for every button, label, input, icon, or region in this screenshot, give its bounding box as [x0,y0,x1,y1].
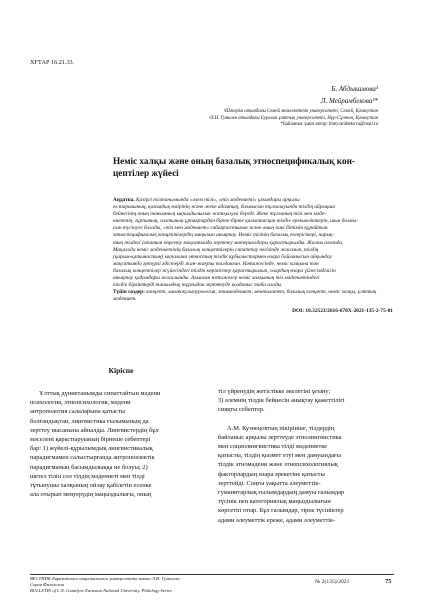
keywords: концепт, лингвокультурология, этномәдениет, менталитет, базалық концепт, неміс халқы, ұлттық [146,289,377,296]
author-name-1: Б. Абдыкамова¹ [331,85,378,93]
text-line: тілдік этномәдени және этнопсихологиялық [218,461,338,469]
text-line: 3) әлемнің тілдік бейнесін анықтау қажеттілігі [218,397,345,405]
text-line: болғандықтан, лингвистика ғылымының да [30,417,149,425]
text-line: Ұлттық дүниетанымды сипаттайтын мәдени [39,390,161,397]
affiliation-2: ²Л.Н. Гумилев атындағы Еуразия ұлттық университеті, Нұр-Сұлтан, Қазақстан [208,115,378,121]
text-line: факторлардың өзара әрекетіне қатысты [218,470,325,478]
text-line: парадигманың басымдылыққа ие болуы; 2) [30,463,148,471]
journal-line-2: Серия Филология [30,581,64,587]
abstract-line: тың тілдегі сипатын көрсету мақсатында зерттеу материалдары қарастырылды. Жалпы алғанда, [113,239,344,246]
text-line: парадигмамен салыстырғанда антропоөзектік [30,454,155,462]
text-line: психология, этнопсихология, мәдени [30,399,131,407]
text-line: ала отырып меңгерудің маңыздылығы, оның [30,491,152,499]
text-line: байланыс арқылы зерттеуде этнолингвистика [218,433,342,441]
text-line: мен социолингвистика тілді мәдениетке [218,443,328,451]
section-heading-introduction: Кіріспе [108,366,134,375]
issue-number: № 2(135)/2021 [315,579,350,585]
text-line: зерттейді. Соңғы уақытта әлеуметтік- [218,479,321,487]
abstract-line: Қазіргі тілтанымында «әлем тілі», «тіл мәдениеті» ұғымдары арқылы [136,197,300,203]
abstract-line: анықтау қадамдары жасалынды. Алынған нәтижелер неміс халқының тіл мәдениетіндегі [113,275,320,282]
article-title [113,155,393,179]
abstract-line: тілдік бірліктерді танымдық тұрғыдан зерттеуде қолданыс таба алады. [113,282,283,289]
affiliation-1: ¹Шәкәрім атындағы Семей мемлекеттік университеті, Семей, Қазақстан [223,109,378,115]
doi: DOI: 10.32523/2616-678X-2021-135-2-75-81 [292,308,393,314]
text-line: антропология салаларына қатысты [30,408,126,416]
abstract-line: сын түсінуге болады, «тіл мен мәдениет» сабақтастығын және оның ішкі бітімін құрайтын [113,225,328,232]
journal-line-1: ВЕСТНИК Евразийского национального университета имени Л.Н. Гумилева. [30,576,181,581]
title-line-2: цептілер жүйесі [113,168,179,178]
classification-code: ХҒТАР 16.21.33. [30,59,75,66]
text-line: бар: 1) жүйелі-құрылымдық лингвистикалық [30,445,153,453]
left-column [30,366,212,499]
text-line: тұтынушы халқының ойлау қабілетін есепке [30,482,152,490]
page-number: 75 [385,578,392,585]
abstract-line: (қарым-қатынастың) ықпалына этностың тілдік құбылыстармен өзара байланысын айқындау [113,253,332,260]
author-block [78,85,378,129]
title-line-1: Неміс халқы және оның базалық этноспецификалық кон- [113,156,355,166]
text-line: А.М. Кузнецовтың пікірінше, тілдердің [227,424,335,432]
journal-info [30,576,181,593]
intro-paragraph [30,389,212,499]
text-line: тіл үйренудің жетістікке әкелетіні ұғыну; [218,388,331,395]
abstract-line: мақсатында әртүрлі әдістерді жан-жақты талданған. Нәтижесінде, неміс халқына тән [113,260,319,267]
abstract-label: Аңдатпа. [113,197,135,203]
text-line: мәселені қарастыруының бірнеше себептері [30,436,151,444]
abstract-line: этноспецификалық концептілердің маңызын анықтау. Неміс тілінің базалық өзгерістері, нарық- [113,232,335,239]
abstract [113,197,393,303]
keywords-label: Түйін сөздер: [113,289,145,296]
footer-divider [30,574,394,575]
text-line: сияқты себептер. [218,406,265,414]
keywords-continued: мәдениет. [113,296,137,303]
journal-line-3: BULLETIN of L.N. Gumilyov Eurasian National University. Philology Series [30,587,172,593]
text-line: түсінік пен категориялық маңыздылығын [218,498,331,506]
abstract-line: ниеттің, ғұрпының, салтының ұрпақтардан бірте-бірте қалыптасқан тілдік ерекшеліктерін, шын болмы- [113,218,358,225]
text-line: зерттеу нысанына айналды. Лингвистердің бұл [30,426,159,434]
abstract-line: бейнесінің оның танымның ықпалдылығын жатқызуға береді. Жеке тұлғаның тілі мен мәде- [113,211,327,218]
text-line: шетел тілін сол тілдің мәдениеті мен тілді [30,472,145,480]
text-line: гуманитарлық ғылымдардың дамуы ғалымдар [218,489,345,497]
text-line: көрсетіп отыр. Бұл ғалымдар, тірек түсініктер [218,507,344,515]
text-line: адами әлеуметтік ереже, адами әлеуметтік- [218,516,336,524]
author-name-2: Л. Мейрамбекова²* [320,97,378,106]
text-line: қатысты, тілдің қызмет етуі мен дамуындағы [218,452,341,460]
corresponding-author: *Байланыс үшін автор: lmeyrambekova@mail.ru [280,122,378,128]
abstract-line: ел тарихының, қоғамдық өмірінің және жеке адамның, болмысын тұлғалауында тілдің айрықша [113,204,336,211]
abstract-line: базалық концептілер жүйесіндегі тілдік көріністер қарастырылып, олардың өзара үйлесімділігін [113,267,336,274]
abstract-line: Мақалада неміс мәдениетінің базалық концептілерін сипаттау негізінде жасалып, тілдің [113,246,319,253]
right-column [218,387,396,525]
